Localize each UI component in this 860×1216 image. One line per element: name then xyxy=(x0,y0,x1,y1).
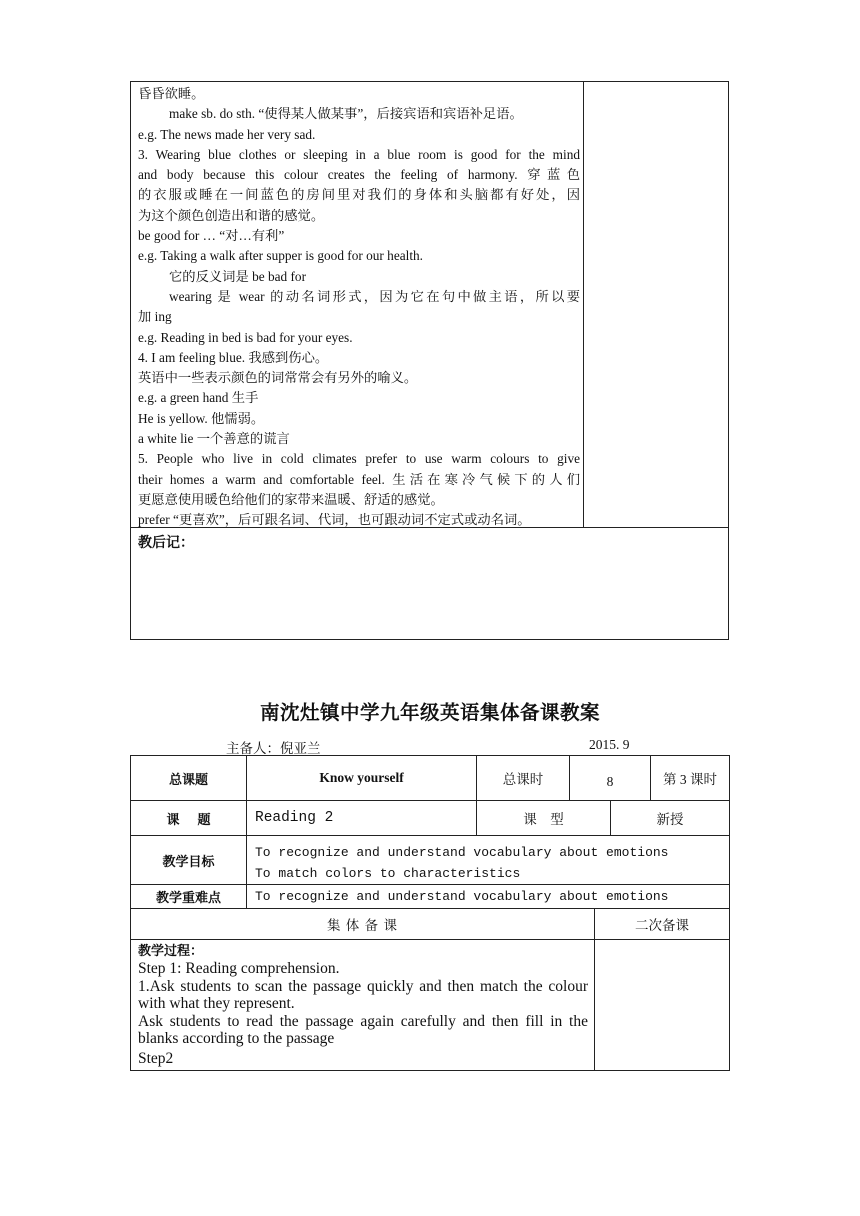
note-line: e.g. Reading in bed is bad for your eyes. xyxy=(138,329,353,345)
note-line: 加 ing xyxy=(138,309,172,325)
objective-item: To recognize and understand vocabulary about emotions xyxy=(255,845,669,860)
secondary-prep-header: 二次备课 xyxy=(594,908,730,940)
preparer-name: 主备人：倪亚兰 xyxy=(226,741,321,756)
note-line: 英语中一些表示颜色的词常常会有另外的喻义。 xyxy=(138,370,418,386)
after-class-notes-label: 教后记： xyxy=(138,535,194,551)
key-points-label: 教学重难点 xyxy=(130,884,247,909)
lesson-date: 2015. 9 xyxy=(589,737,630,752)
table-divider xyxy=(583,81,584,527)
lesson-type-label: 课 型 xyxy=(476,800,611,836)
process-step: Step2 xyxy=(138,1049,174,1067)
note-line: be good for … “对…有利” xyxy=(138,228,285,244)
note-line: 它的反义词是 be bad for xyxy=(169,268,307,284)
note-line: e.g. a green hand 生手 xyxy=(138,390,259,406)
note-line: make sb. do sth. “使得某人做某事”，后接宾语和宾语补足语。 xyxy=(169,106,523,122)
teaching-process xyxy=(138,944,588,1067)
lesson-type-value: 新授 xyxy=(610,800,730,836)
note-line: and body because this colour creates the feeling of harmony. 穿蓝色 xyxy=(138,167,580,183)
process-step: Step 1: Reading comprehension. xyxy=(138,960,340,977)
total-periods-label: 总课时 xyxy=(476,755,570,801)
process-label: 教学过程： xyxy=(138,944,204,959)
lesson-label: 课 题 xyxy=(130,800,247,836)
page-title: 南沈灶镇中学九年级英语集体备课教案 xyxy=(259,701,600,724)
note-line: e.g. The news made her very sad. xyxy=(138,126,316,142)
key-points-value: To recognize and understand vocabulary about emotions xyxy=(246,884,730,909)
note-line: prefer “更喜欢”，后可跟名词、代词，也可跟动词不定式或动名词。 xyxy=(138,512,531,528)
note-line: 5. People who live in cold climates prefer to use warm colours to give xyxy=(138,451,580,467)
note-line: wearing 是 wear 的动名词形式，因为它在句中做主语，所以要 xyxy=(169,288,580,304)
note-line: 的衣服或睡在一间蓝色的房间里对我们的身体和头脑都有好处，因 xyxy=(138,187,580,203)
note-line: their homes a warm and comfortable feel. 生活在寒冷气候下的人们 xyxy=(138,471,580,487)
lesson-notes xyxy=(138,84,580,531)
note-line: He is yellow. 他懦弱。 xyxy=(138,410,265,426)
note-line: a white lie 一个善意的谎言 xyxy=(138,431,290,447)
topic-label: 总课题 xyxy=(130,755,247,801)
note-line: 4. I am feeling blue. 我感到伤心。 xyxy=(138,349,329,365)
secondary-prep-cell xyxy=(594,939,730,1071)
process-step: 1.Ask students to scan the passage quickly and then match the colour with what they represent. xyxy=(138,977,588,1012)
objectives-cell xyxy=(246,835,730,885)
note-line: 3. Wearing blue clothes or sleeping in a blue room is good for the mind xyxy=(138,146,580,162)
objectives-label: 教学目标 xyxy=(130,835,247,885)
note-line: 更愿意使用暖色给他们的家带来温暖、舒适的感觉。 xyxy=(138,491,444,507)
total-periods-value: 8 xyxy=(569,755,651,801)
period-number: 第 3 课时 xyxy=(650,755,730,801)
note-line: 为这个颜色创造出和谐的感觉。 xyxy=(138,207,325,223)
note-line: e.g. Taking a walk after supper is good for our health. xyxy=(138,248,423,264)
collective-prep-header: 集 体 备 课 xyxy=(130,908,595,940)
objective-item: To match colors to characteristics xyxy=(255,866,521,881)
topic-value: Know yourself xyxy=(246,755,477,801)
lesson-value: Reading 2 xyxy=(246,800,477,836)
note-line: 昏昏欲睡。 xyxy=(138,86,205,101)
process-step: Ask students to read the passage again carefully and then fill in the blanks according to the passage xyxy=(138,1012,588,1047)
